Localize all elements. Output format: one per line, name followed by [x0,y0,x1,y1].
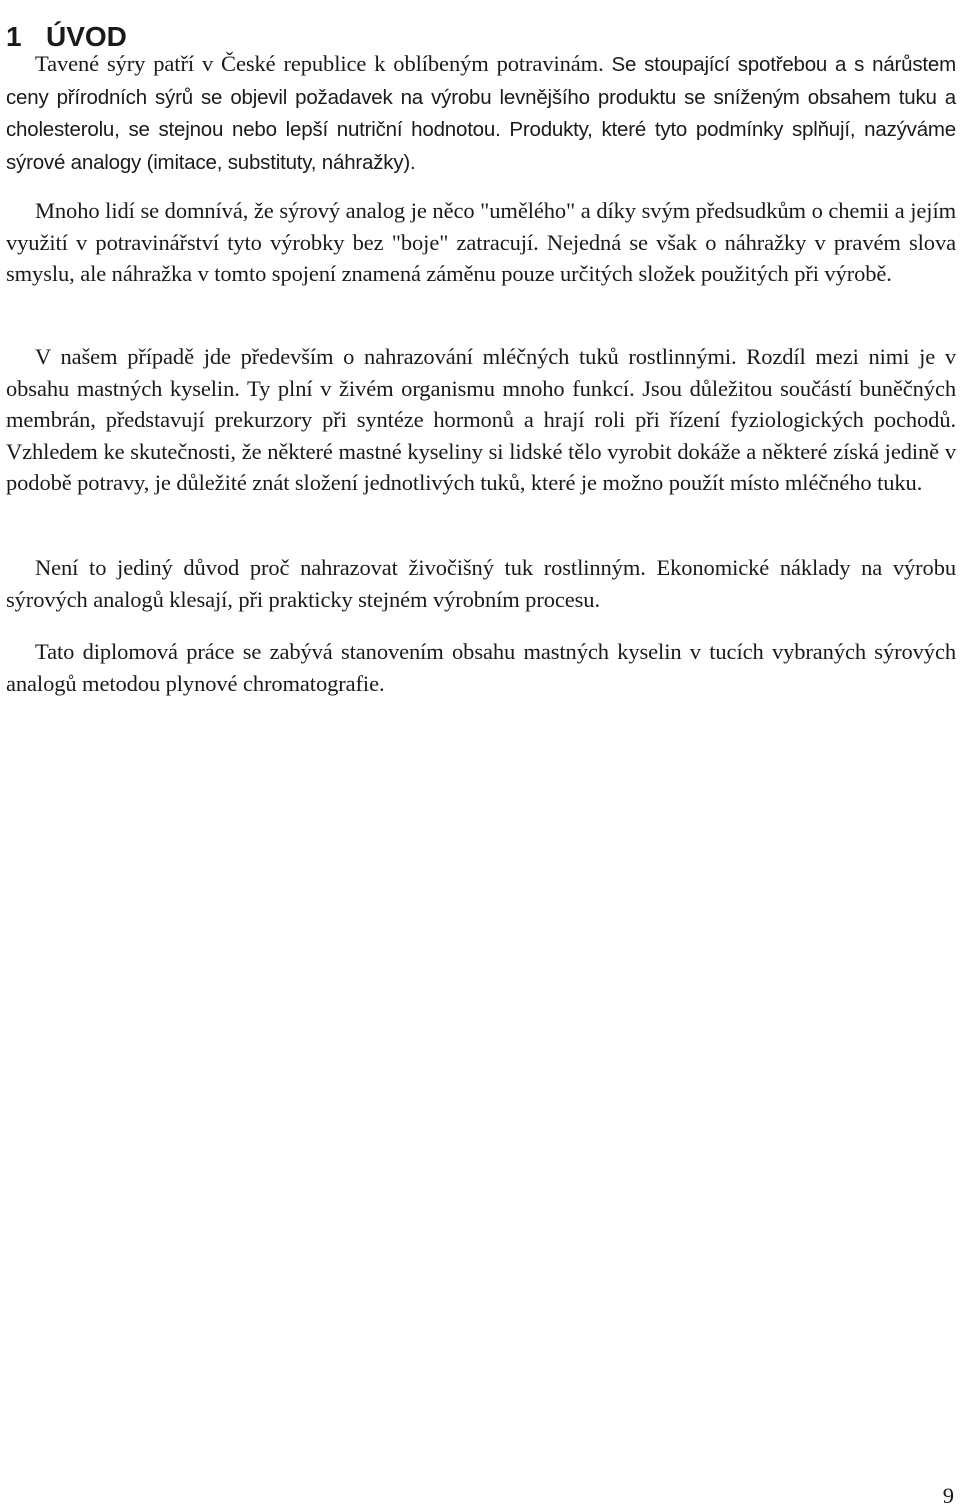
paragraph-1 [6,48,956,178]
paragraph-3: V našem případě jde především o nahrazování mléčných tuků rostlinnými. Rozdíl mezi nimi je v obsahu mastných kyselin. Ty plní v živém organismu mnoho funkcí. Jsou důležitou součástí buněčných membrán, představují prekurzory při syntéze hormonů a hrají roli při řízení fyziologických pochodů. Vzhledem ke skutečnosti, že některé mastné kyseliny si lidské tělo vyrobit dokáže a některé získá jedině v podobě potravy, je důležité znát složení jednotlivých tuků, které je možno použít místo mléčného tuku. [6,344,956,495]
paragraph-1-sans-part: Se stoupající spotřebou a s nárůstem ceny přírodních sýrů se objevil požadavek na výrobu levnějšího produktu se sníženým obsahem tuku a cholesterolu, se stejnou nebo lepší nutriční hodnotou. Produkty, které tyto podmínky splňují, nazýváme sýrové analogy (imitace, substituty, náhražky). [6,53,956,174]
chapter-title: ÚVOD [46,20,127,52]
paragraph-5: Tato diplomová práce se zabývá stanovením obsahu mastných kyselin v tucích vybraných sýrových analogů metodou plynové chromatografie. [6,639,956,696]
page-number: 9 [942,1483,954,1508]
paragraph-2: Mnoho lidí se domnívá, že sýrový analog je něco "umělého" a díky svým předsudkům o chemii a jejím využití v potravinářství tyto výrobky bez "boje" zatracují. Nejedná se však o náhražky v pravém slova smyslu, ale náhražka v tomto spojení znamená záměnu pouze určitých složek použitých při výrobě. [6,198,956,286]
chapter-number: 1 [6,20,22,52]
paragraph-1-serif-part: Tavené sýry patří v České republice k oblíbeným potravinám. [35,51,604,76]
paragraph-4: Není to jediný důvod proč nahrazovat živočišný tuk rostlinným. Ekonomické náklady na výrobu sýrových analogů klesají, při prakticky stejném výrobním procesu. [6,555,956,612]
